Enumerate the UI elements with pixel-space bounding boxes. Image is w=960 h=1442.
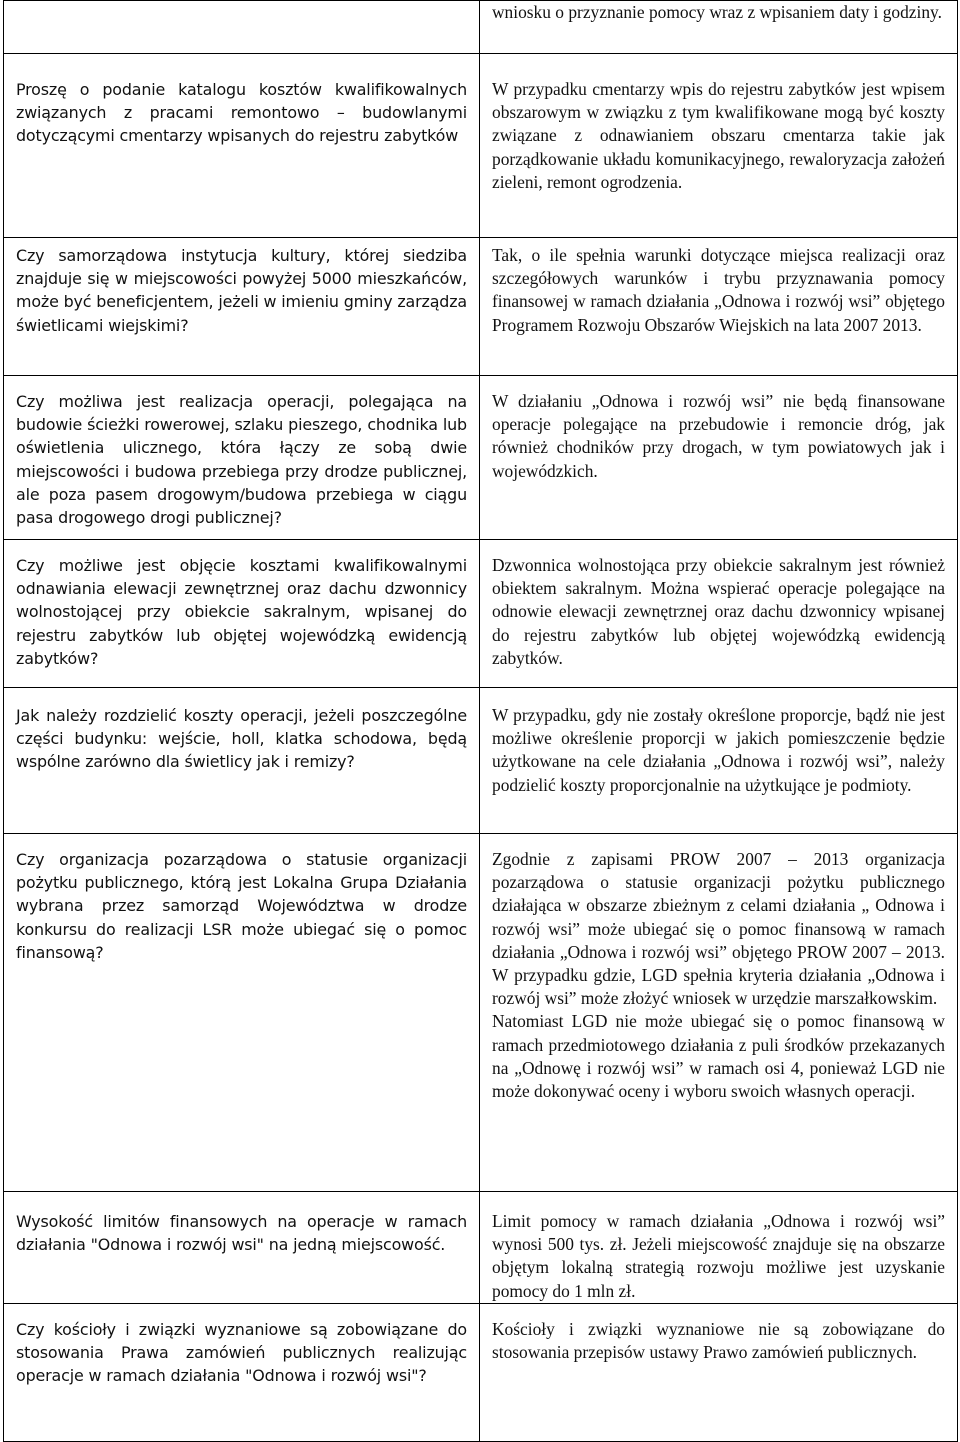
question-cell <box>4 1192 480 1304</box>
question-text: Proszę o podanie katalogu kosztów kwalifikowalnych związanych z pracami remontowo – budowlanymi dotyczącymi cmentarzy wpisanych do rejestru zabytków <box>16 80 467 146</box>
faq-row <box>4 376 958 540</box>
answer-text: Kościoły i związki wyznaniowe nie są zobowiązane do stosowania przepisów ustawy Prawo zamówień publicznych. <box>492 1318 945 1363</box>
question-cell <box>4 688 480 834</box>
question-text: Czy możliwa jest realizacja operacji, polegająca na budowie ścieżki rowerowej, szlaku pieszego, chodnika lub oświetlenia ulicznego, która łączy ze sobą dwie miejscowości i budowa przebiega przy drodze publicznej, ale poza pasem drogowym/budowa przebiega w ciągu pasa drogowego drogi publicznej? <box>16 392 467 528</box>
answer-cell <box>480 54 958 238</box>
faq-row <box>4 238 958 376</box>
faq-row <box>4 540 958 688</box>
question-text: Wysokość limitów finansowych na operacje w ramach działania "Odnowa i rozwój wsi" na jedną miejscowość. <box>16 1212 467 1255</box>
answer-cell <box>480 376 958 540</box>
answer-text: W przypadku cmentarzy wpis do rejestru zabytków jest wpisem obszarowym w związku z tym kwalifikowane mogą być koszty związane z odnawianiem obszaru cmentarza takie jak porządkowanie układu komunikacyjnego, rewaloryzacja założeń zieleni, remont ogrodzenia. <box>492 79 945 192</box>
faq-row <box>4 1 958 54</box>
question-cell <box>4 54 480 238</box>
answer-cell <box>480 1 958 54</box>
answer-text: Dzwonnica wolnostojąca przy obiekcie sakralnym jest również obiektem sakralnym. Można wspierać operacje polegające na odnowie elewacji zewnętrznej oraz dachu dzwonnicy wpisanej do rejestru zabytków lub objętej wojewódzką ewidencją zabytków. <box>492 555 945 668</box>
question-cell <box>4 238 480 376</box>
faq-table <box>3 0 958 1442</box>
answer-cell <box>480 1303 958 1441</box>
answer-text: wniosku o przyznanie pomocy wraz z wpisaniem daty i godziny. <box>492 2 942 22</box>
answer-text: Tak, o ile spełnia warunki dotyczące miejsca realizacji oraz szczegółowych warunków i trybu przyznawania pomocy finansowej w ramach działania „Odnowa i rozwój wsi” objętego Programem Rozwoju Obszarów Wiejskich na lata 2007 2013. <box>492 245 945 335</box>
question-cell <box>4 834 480 1192</box>
question-cell <box>4 1303 480 1441</box>
answer-cell <box>480 238 958 376</box>
answer-cell <box>480 834 958 1192</box>
question-cell <box>4 540 480 688</box>
answer-text: W działaniu „Odnowa i rozwój wsi” nie będą finansowane operacje polegające na przebudowie i remoncie dróg, jak również chodników przy drogach, w tym powiatowych jak i wojewódzkich. <box>492 391 945 481</box>
faq-row <box>4 834 958 1192</box>
question-text: Czy możliwe jest objęcie kosztami kwalifikowalnymi odnawiania elewacji zewnętrznej oraz dachu dzwonnicy wolnostojącej przy obiekcie sakralnym, wpisanej do rejestru zabytków lub objętej wojewódzką ewidencją zabytków? <box>16 556 467 668</box>
faq-row <box>4 1303 958 1441</box>
faq-row <box>4 688 958 834</box>
answer-text: Zgodnie z zapisami PROW 2007 – 2013 organizacja pozarządowa o statusie organizacji pożytku publicznego działająca w obszarze zbieżnym z celami działania „ Odnowa i rozwój wsi” może ubiegać się o pomoc finansową w ramach działania „Odnowa i rozwój wsi” objętego PROW 2007 – 2013. W przypadku gdzie, LGD spełnia kryteria działania „Odnowa i rozwój wsi” może złożyć wniosek w urzędzie marszałkowskim. <box>492 849 945 1009</box>
answer-text-continued: Natomiast LGD nie może ubiegać się o pomoc finansową w ramach przedmiotowego działania z puli środków przekazanych na „Odnowę i rozwój wsi” w ramach osi 4, ponieważ LGD nie może dokonywać oceny i wyboru swoich własnych operacji. <box>492 1011 945 1102</box>
faq-row <box>4 1192 958 1304</box>
answer-cell <box>480 540 958 688</box>
answer-text: W przypadku, gdy nie zostały określone proporcje, bądź nie jest możliwe określenie proporcji w jakich pomieszczenie będzie użytkowane na cele działania „Odnowa i rozwój wsi”, należy podzielić koszty proporcjonalnie na użytkujące je podmioty. <box>492 705 945 795</box>
question-cell <box>4 376 480 540</box>
answer-cell <box>480 1192 958 1304</box>
faq-row <box>4 54 958 238</box>
question-text: Czy samorządowa instytucja kultury, której siedziba znajduje się w miejscowości powyżej 5000 mieszkańców, może być beneficjentem, jeżeli w imieniu gminy zarządza świetlicami wiejskimi? <box>16 246 468 335</box>
question-text: Jak należy rozdzielić koszty operacji, jeżeli poszczególne części budynku: wejście, holl, klatka schodowa, będą wspólne zarówno dla świetlicy jak i remizy? <box>16 706 467 772</box>
answer-cell <box>480 688 958 834</box>
question-text: Czy kościoły i związki wyznaniowe są zobowiązane do stosowania Prawa zamówień publicznych realizując operacje w ramach działania "Odnowa i rozwój wsi"? <box>16 1319 467 1386</box>
question-text: Czy organizacja pozarządowa o statusie organizacji pożytku publicznego, którą jest Lokalna Grupa Działania wybrana przez samorząd Województwa w drodze konkursu do realizacji LSR może ubiegać się o pomoc finansową? <box>16 850 467 962</box>
answer-text: Limit pomocy w ramach działania „Odnowa i rozwój wsi” wynosi 500 tys. zł. Jeżeli miejscowość znajduje się na obszarze objętym lokalną strategią rozwoju możliwe jest uzyskanie pomocy do 1 mln zł. <box>492 1211 945 1301</box>
question-cell <box>4 1 480 54</box>
